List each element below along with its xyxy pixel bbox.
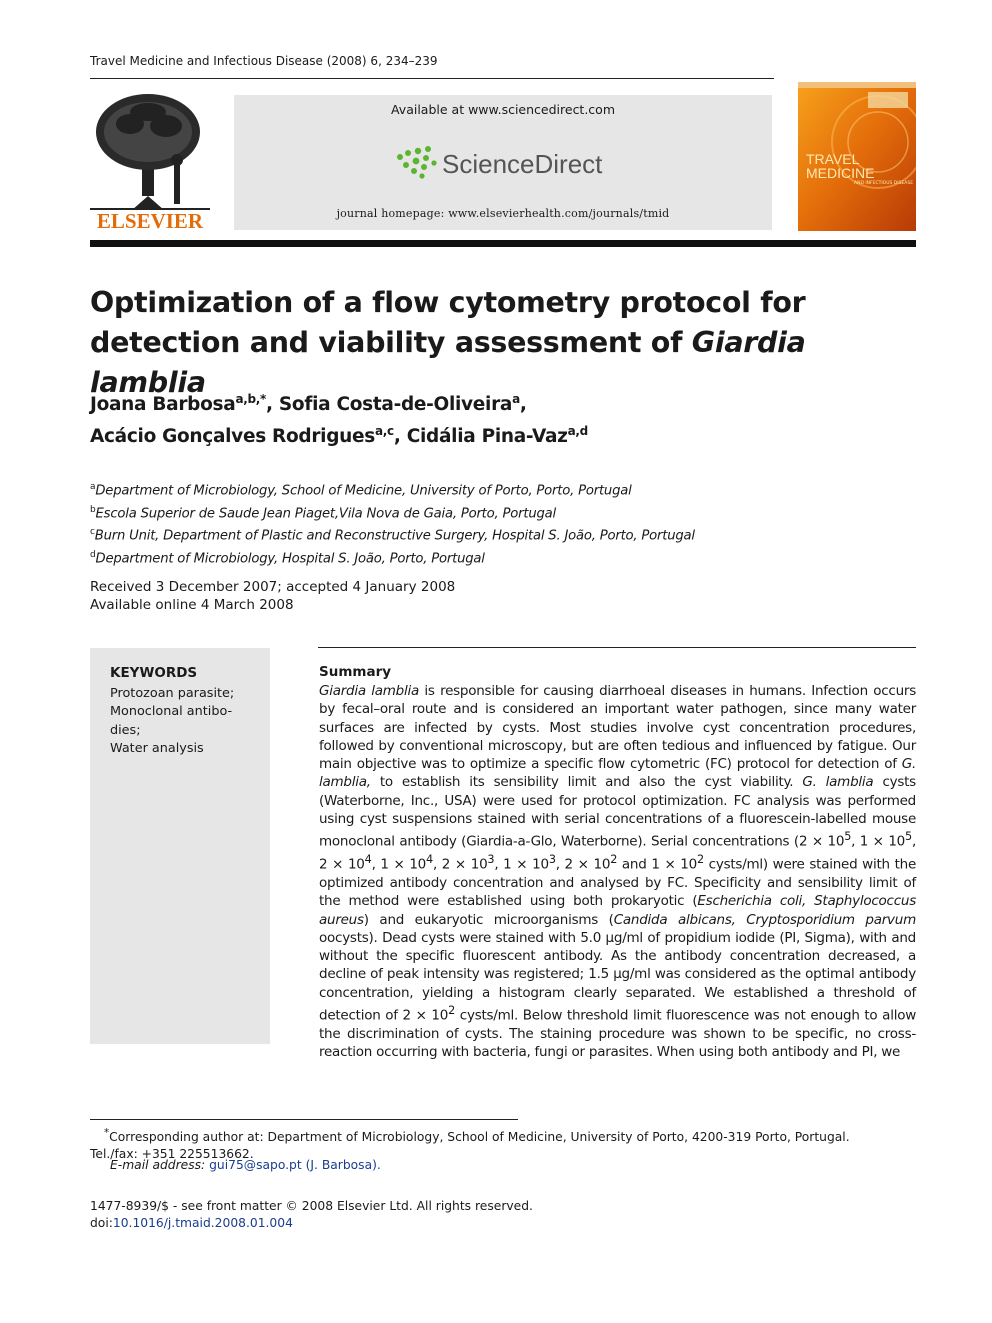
summary-italic: Candida albicans, Cryptosporidium parvum [613,911,917,928]
affiliation-mark: b [90,504,96,515]
affiliation-item [90,523,695,546]
copyright-block [90,1198,533,1231]
exponent: 3 [548,853,556,867]
title-line-2-text: detection and viability assessment of [90,326,692,359]
affiliations [90,478,695,569]
keywords-panel [90,648,270,1044]
affiliation-text: Department of Microbiology, School of Medicine, University of Porto, Porto, Portugal [95,483,632,499]
affiliation-text: Department of Microbiology, Hospital S. João, Porto, Portugal [95,551,485,567]
header-rule [90,78,774,79]
email-link[interactable]: gui75@sapo.pt [209,1158,302,1172]
title-species: Giardia lamblia [90,326,806,399]
authors-line-2 [90,418,588,450]
email-label: E-mail address: [110,1158,210,1172]
title-line-1: Optimization of a flow cytometry protocol for [90,286,806,319]
header-thick-rule [90,240,916,247]
keyword-item: Protozoan parasite; [110,686,235,701]
issn-line: 1477-8939/$ - see front matter © 2008 Elsevier Ltd. All rights reserved. [90,1199,533,1213]
affiliation-mark: d [90,550,96,561]
authors-line-1 [90,386,588,418]
journal-homepage[interactable]: journal homepage: www.elsevierhealth.com/journals/tmid [336,207,670,220]
summary-text: , 2 × 10 [432,856,488,873]
tel-line: Tel./fax: +351 225513662. [90,1146,254,1161]
author-name: , Sofia Costa-de-Oliveira [266,394,513,416]
summary-text: , 1 × 10 [851,833,906,850]
elsevier-tree-logo [88,92,212,232]
summary-italic: Escherichia coli, Staphylococcus aureus [319,893,916,928]
summary-italic: Giardia lamblia [319,683,420,699]
summary-text: is responsible for causing diarrhoeal diseases in humans. Infection occurs by fecal–oral route and is considered an important water pathogen, since many water surfaces are infected by cysts. Most studies involve cyst concentration procedures, followed by conventional microscopy, but are often tedious and influenced by fatigue. Our main objective was to optimize a specific flow cytometric (FC) protocol for detection of [319,683,916,773]
exponent: 5 [905,830,912,844]
author-separator: , [519,394,527,416]
doi-link[interactable]: 10.1016/j.tmaid.2008.01.004 [112,1215,293,1230]
sciencedirect-logo[interactable] [394,139,624,189]
available-at-text: Available at www.sciencedirect.com [390,102,616,117]
sciencedirect-banner [234,95,772,230]
exponent: 4 [426,853,433,867]
journal-citation: Travel Medicine and Infectious Disease (2008) 6, 234–239 [90,54,438,68]
author-affil-mark[interactable]: a,d [567,424,588,439]
summary-text: , 2 × 10 [319,833,916,873]
corresp-text: Corresponding author at: Department of Microbiology, School of Medicine, University of Porto, 4200-319 Porto, Portugal. [109,1130,850,1145]
corresp-line [90,1125,920,1146]
summary-text: cysts (Waterborne, Inc., USA) were used for protocol optimization. FC analysis was performed using cyst suspensions stained with serial concentrations of a fluorescein-labelled mouse monoclonal antibody (Giardia-a-Glo, Waterborne). Serial concentrations (2 × 10 [319,774,916,850]
keyword-item: dies; [110,722,141,738]
summary-heading: Summary [319,664,392,680]
footnote-rule [90,1119,518,1120]
affiliation-text: Escola Superior de Saude Jean Piaget,Vila Nova de Gaia, Porto, Portugal [95,506,556,522]
elsevier-wordmark: ELSEVIER [96,209,204,232]
keywords-list [110,685,260,758]
article-title [90,283,920,403]
summary-text: , 1 × 10 [371,856,427,873]
email-name: (J. Barbosa). [301,1158,381,1172]
journal-cover [798,82,916,231]
summary-text: cysts/ml. Below threshold limit fluorescence was not enough to allow the discrimination of cysts. The staining procedure was shown to be specific, no cross-reaction occurring with bacteria, fungi or parasites. When using both antibody and PI, we [319,1007,916,1061]
keyword-item: Monoclonal antibo- [110,704,233,720]
summary-text: oocysts). Dead cysts were stained with 5.0 μg/ml of propidium iodide (PI, Sigma), with and without the specific fluorescent antibody. As the antibody concentration decreased, a decline of peak intensity was registered; 1.5 μg/ml was considered as the optimal antibody concentration, yielding a histogram clearly separated. We established a threshold of detection of 2 × 10 [319,929,916,1024]
affiliation-item [90,546,695,569]
author-name: Joana Barbosa [90,394,236,416]
author-name: Acácio Gonçalves Rodrigues [90,426,375,448]
author-list [90,386,588,450]
sciencedirect-dots-icon [397,146,437,179]
author-affil-mark[interactable]: a,b,* [235,392,267,406]
affiliation-item [90,478,695,501]
cover-title [806,152,874,180]
exponent: 2 [448,1004,456,1018]
keywords-heading: KEYWORDS [110,665,198,681]
summary-paragraph [319,682,916,1061]
exponent: 4 [364,853,372,867]
summary-italic: G. lamblia, [319,756,916,791]
affiliation-mark: a [90,482,96,492]
doi-label: doi: [90,1215,113,1230]
summary-text: cysts/ml) were stained with the optimized antibody concentration and analysed by FC. Specificity and sensibility limit of the method were established using both prokaryotic ( [319,856,917,910]
author-name: , Cidália Pina-Vaz [393,426,568,448]
article-dates [90,578,455,615]
summary-text: , 2 × 10 [555,856,611,873]
author-affil-mark[interactable]: a [512,392,520,406]
online-date: Available online 4 March 2008 [90,597,294,614]
summary-italic: G. lamblia [802,774,874,791]
affiliation-item [90,501,695,524]
summary-text: to establish its sensibility limit and also the cyst viability. [370,774,803,791]
sciencedirect-wordmark: ScienceDirect [442,149,603,179]
cover-title-line-2: MEDICINE [806,165,875,181]
affiliation-text: Burn Unit, Department of Plastic and Reconstructive Surgery, Hospital S. João, Porto, Portugal [94,528,695,544]
cover-subtitle: AND INFECTIOUS DISEASE [854,181,914,186]
summary-text: ) and eukaryotic microorganisms ( [363,911,614,928]
author-affil-mark[interactable]: a,c [374,424,394,439]
exponent: 5 [844,830,852,844]
summary-body [319,682,916,1061]
exponent: 2 [696,853,704,867]
summary-text: , 1 × 10 [494,856,549,873]
exponent: 2 [610,853,618,867]
received-date: Received 3 December 2007; accepted 4 January 2008 [90,579,456,595]
email-row [110,1158,381,1172]
cover-title-line-1: TRAVEL [806,151,860,167]
summary-text: and 1 × 10 [617,856,697,873]
doi-line [90,1215,533,1232]
corresponding-author-note [90,1125,920,1162]
affiliation-mark: c [90,527,95,538]
footnote-star: * [104,1127,110,1139]
exponent: 3 [487,853,495,867]
summary-rule [318,647,916,648]
keyword-item: Water analysis [110,740,204,756]
